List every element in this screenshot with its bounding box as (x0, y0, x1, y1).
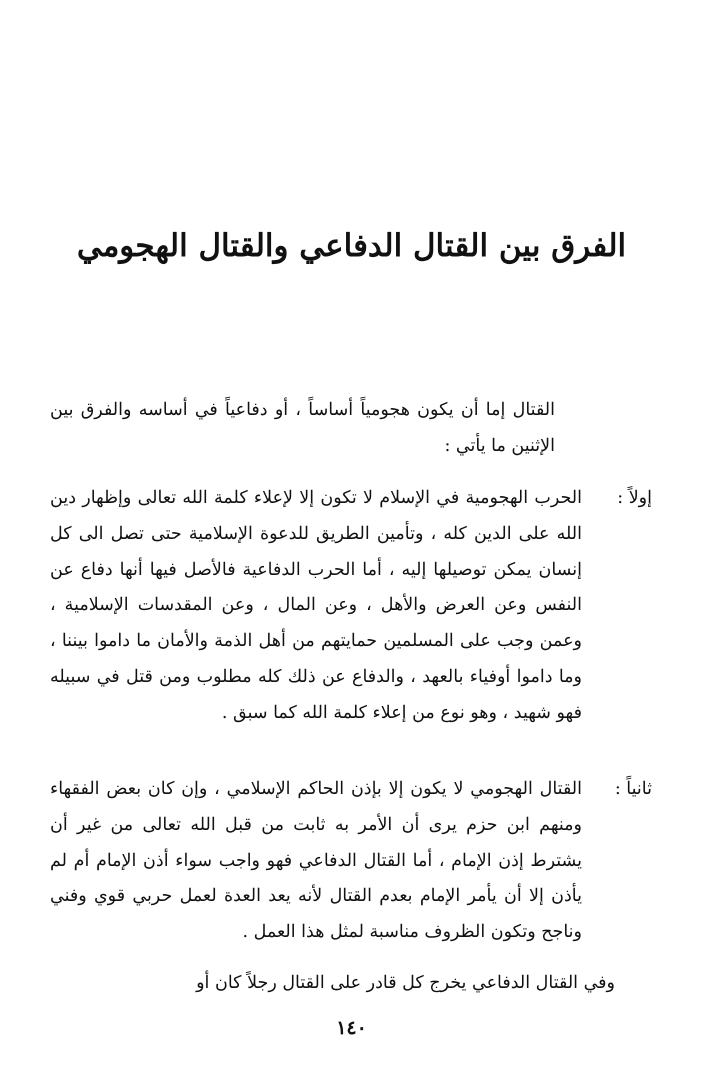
closing-paragraph: وفي القتال الدفاعي يخرج كل قادر على القتال رجلاً كان أو (196, 973, 615, 993)
list-item-second (50, 772, 652, 951)
item-text-second: القتال الهجومي لا يكون إلا بإذن الحاكم الإسلامي ، وإن كان بعض الفقهاء ومنهم ابن حزم يرى أن الأمر به ثابت من قبل الله تعالى من غير أن يشترط إذن الإمام ، أما القتال الدفاعي فهو واجب سواء أذن الإمام أم لم يأذن إلا أن يأمر الإمام بعدم القتال لأنه يعد العدة لعمل حربي قوي وفني وناجح وتكون الظروف مناسبة لمثل هذا العمل . (50, 779, 582, 943)
item-marker-first: إولاً : (617, 488, 652, 508)
page-number: ١٤٠ (336, 1017, 367, 1039)
item-marker-second: ثانياً : (614, 779, 652, 799)
item-text-first: الحرب الهجومية في الإسلام لا تكون إلا لإعلاء كلمة الله تعالى وإظهار دين الله على الدين كله ، وتأمين الطريق للدعوة الإسلامية حتى تصل الى كل إنسان يمكن توصيلها إليه ، أما الحرب الدفاعية فالأصل فيها أنها دفاع عن النفس وعن العرض والأهل ، وعن المال ، وعن المقدسات الإسلامية ، وعمن وجب على المسلمين حمايتهم من أهل الذمة والأمان ما داموا بيننا ، وما داموا أوفياء بالعهد ، والدفاع عن ذلك كله مطلوب ومن قتل في سبيله فهو شهيد ، وهو نوع من إعلاء كلمة الله كما سبق . (50, 488, 582, 723)
chapter-title: الفرق بين القتال الدفاعي والقتال الهجومي (76, 228, 627, 264)
intro-paragraph: القتال إما أن يكون هجومياً أساساً ، أو دفاعياً في أساسه والفرق بين الإثنين ما يأتي : (50, 400, 555, 456)
list-item-first (50, 481, 652, 732)
